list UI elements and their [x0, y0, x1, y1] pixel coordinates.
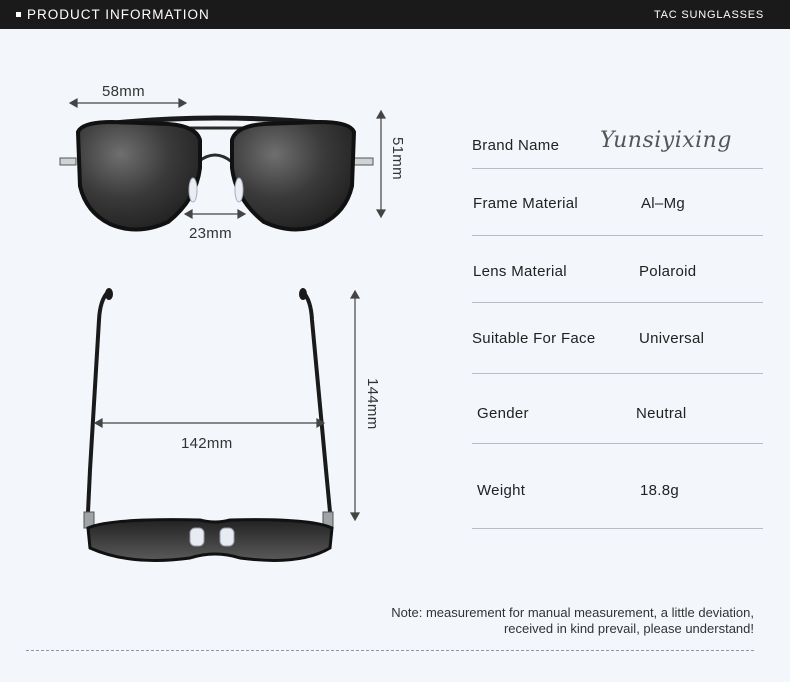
lens-height-label: 51mm [389, 137, 406, 180]
spec-row-gender [472, 373, 763, 444]
spec-label: Frame Material [473, 195, 579, 212]
spec-label: Lens Material [473, 263, 567, 280]
spec-value: Polaroid [639, 263, 697, 280]
temple-length-label: 144mm [364, 378, 381, 430]
lens-width-label: 58mm [102, 83, 145, 100]
temple-length-arrow [351, 291, 359, 520]
bridge-width-label: 23mm [189, 225, 232, 242]
spec-value: Neutral [636, 405, 687, 422]
measurement-note [314, 605, 754, 637]
spec-label: Suitable For Face [472, 330, 596, 347]
spec-label: Gender [477, 405, 529, 422]
frame-width-label: 142mm [181, 435, 233, 452]
spec-label: Weight [477, 482, 526, 499]
frame-width-arrow [95, 419, 324, 427]
note-line-2: received in kind prevail, please understand! [503, 621, 754, 636]
brand-signature-logo: Yunsiyixing [600, 128, 732, 153]
dotted-divider [26, 650, 754, 651]
header-title: PRODUCT INFORMATION [27, 7, 210, 22]
top-view-glasses [84, 288, 333, 560]
bridge-width-arrow [185, 210, 245, 218]
spec-row-frame-material [472, 168, 763, 236]
front-view-glasses [60, 118, 373, 230]
spec-row-lens-material [472, 235, 763, 303]
note-line-1: Note: measurement for manual measurement, a little deviation, [391, 605, 754, 620]
spec-row-weight [472, 443, 763, 529]
spec-value: 18.8g [640, 482, 680, 499]
spec-value: Al–Mg [641, 195, 686, 212]
spec-row-face [472, 302, 763, 374]
header-subtitle: TAC SUNGLASSES [653, 9, 764, 21]
spec-value: Universal [639, 330, 705, 347]
lens-height-arrow [377, 111, 385, 217]
spec-label: Brand Name [472, 137, 560, 154]
lens-width-arrow [70, 99, 186, 107]
